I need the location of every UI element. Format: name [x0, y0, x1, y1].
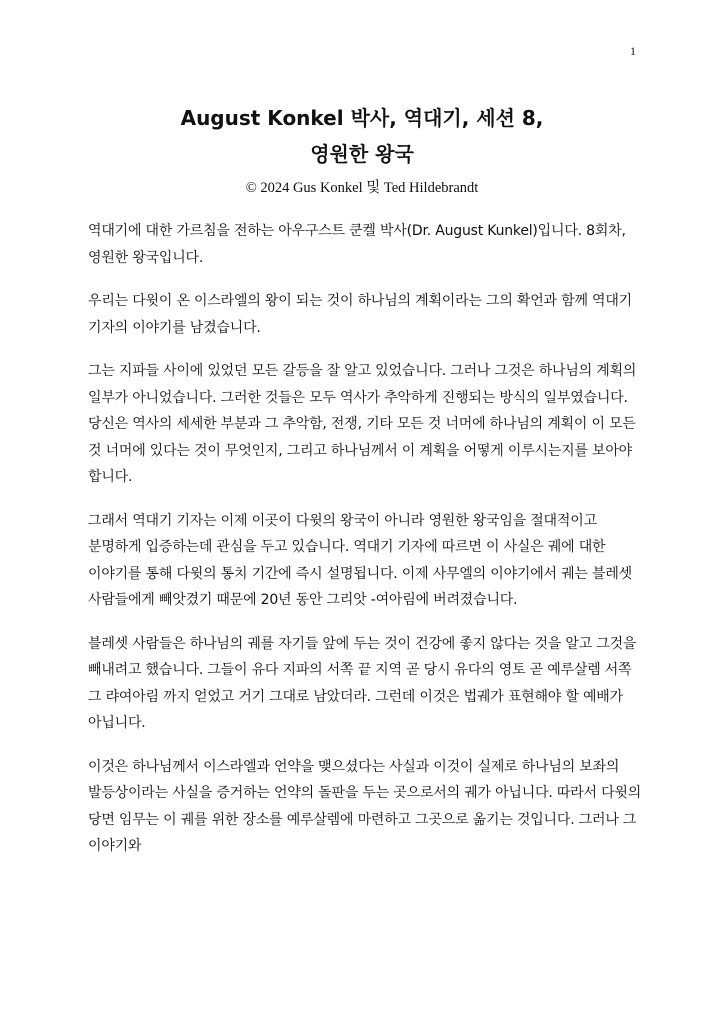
paragraph: 이것은 하나님께서 이스라엘과 언약을 맺으셨다는 사실과 이것이 실제로 하나님의 보좌의 발등상이라는 사실을 증거하는 언약의 돌판을 두는 곳으로서의 궤가 아닙니다. 따라서 다윗의 당면 임무는 이 궤를 위한 장소를 예루살렘에 마련하고 그곳으로 옮기는 것입니다. 그러나 그 이야기와	[88, 758, 642, 854]
paragraph: 역대기에 대한 가르침을 전하는 아우구스트 쿤켈 박사(Dr. August Kunkel)입니다. 8회차, 영원한 왕국입니다.	[88, 223, 626, 266]
title-line-1: August Konkel 박사, 역대기, 세션 8,	[180, 106, 544, 130]
page-title	[0, 100, 724, 172]
title-line-2: 영원한 왕국	[310, 142, 414, 166]
paragraph: 그래서 역대기 기자는 이제 이곳이 다윗의 왕국이 아니라 영원한 왕국임을 절대적이고 분명하게 입증하는데 관심을 두고 있습니다. 역대기 기자에 따르면 이 사실은 궤에 대한 이야기를 통해 다윗의 통치 기간에 즉시 설명됩니다. 이제 사무엘의 이야기에서 궤는 블레셋 사람들에게 빼앗겼기 때문에 20년 동안 그리앗 -여아림에 버려졌습니다.	[88, 512, 632, 608]
copyright-line: © 2024 Gus Konkel 및 Ted Hildebrandt	[245, 180, 479, 196]
paragraph: 블레셋 사람들은 하나님의 궤를 자기들 앞에 두는 것이 건강에 좋지 않다는 것을 알고 그것을 빼내려고 했습니다. 그들이 유다 지파의 서쪽 끝 지역 곧 당시 유다의 영토 곧 예루살렘 서쪽 그 랴여아림 까지 얻었고 거기 그대로 남았더라. 그런데 이것은 법궤가 표현해야 할 예배가 아닙니다.	[88, 635, 637, 731]
paragraph: 우리는 다윗이 온 이스라엘의 왕이 되는 것이 하나님의 계획이라는 그의 확언과 함께 역대기 기자의 이야기를 남겼습니다.	[88, 293, 632, 336]
page-number: 1	[630, 44, 636, 58]
document-body	[88, 218, 644, 877]
paragraph: 그는 지파들 사이에 있었던 모든 갈등을 잘 알고 있었습니다. 그러나 그것은 하나님의 계획의 일부가 아니었습니다. 그러한 것들은 모두 역사가 추악하게 진행되는 방식의 일부였습니다. 당신은 역사의 세세한 부분과 그 추악함, 전쟁, 기타 모든 것 너머에 하나님의 계획이 이 모든 것 너머에 있다는 것이 무엇인지, 그리고 하나님께서 이 계획을 어떻게 이루시는지를 보아야 합니다.	[88, 363, 637, 485]
